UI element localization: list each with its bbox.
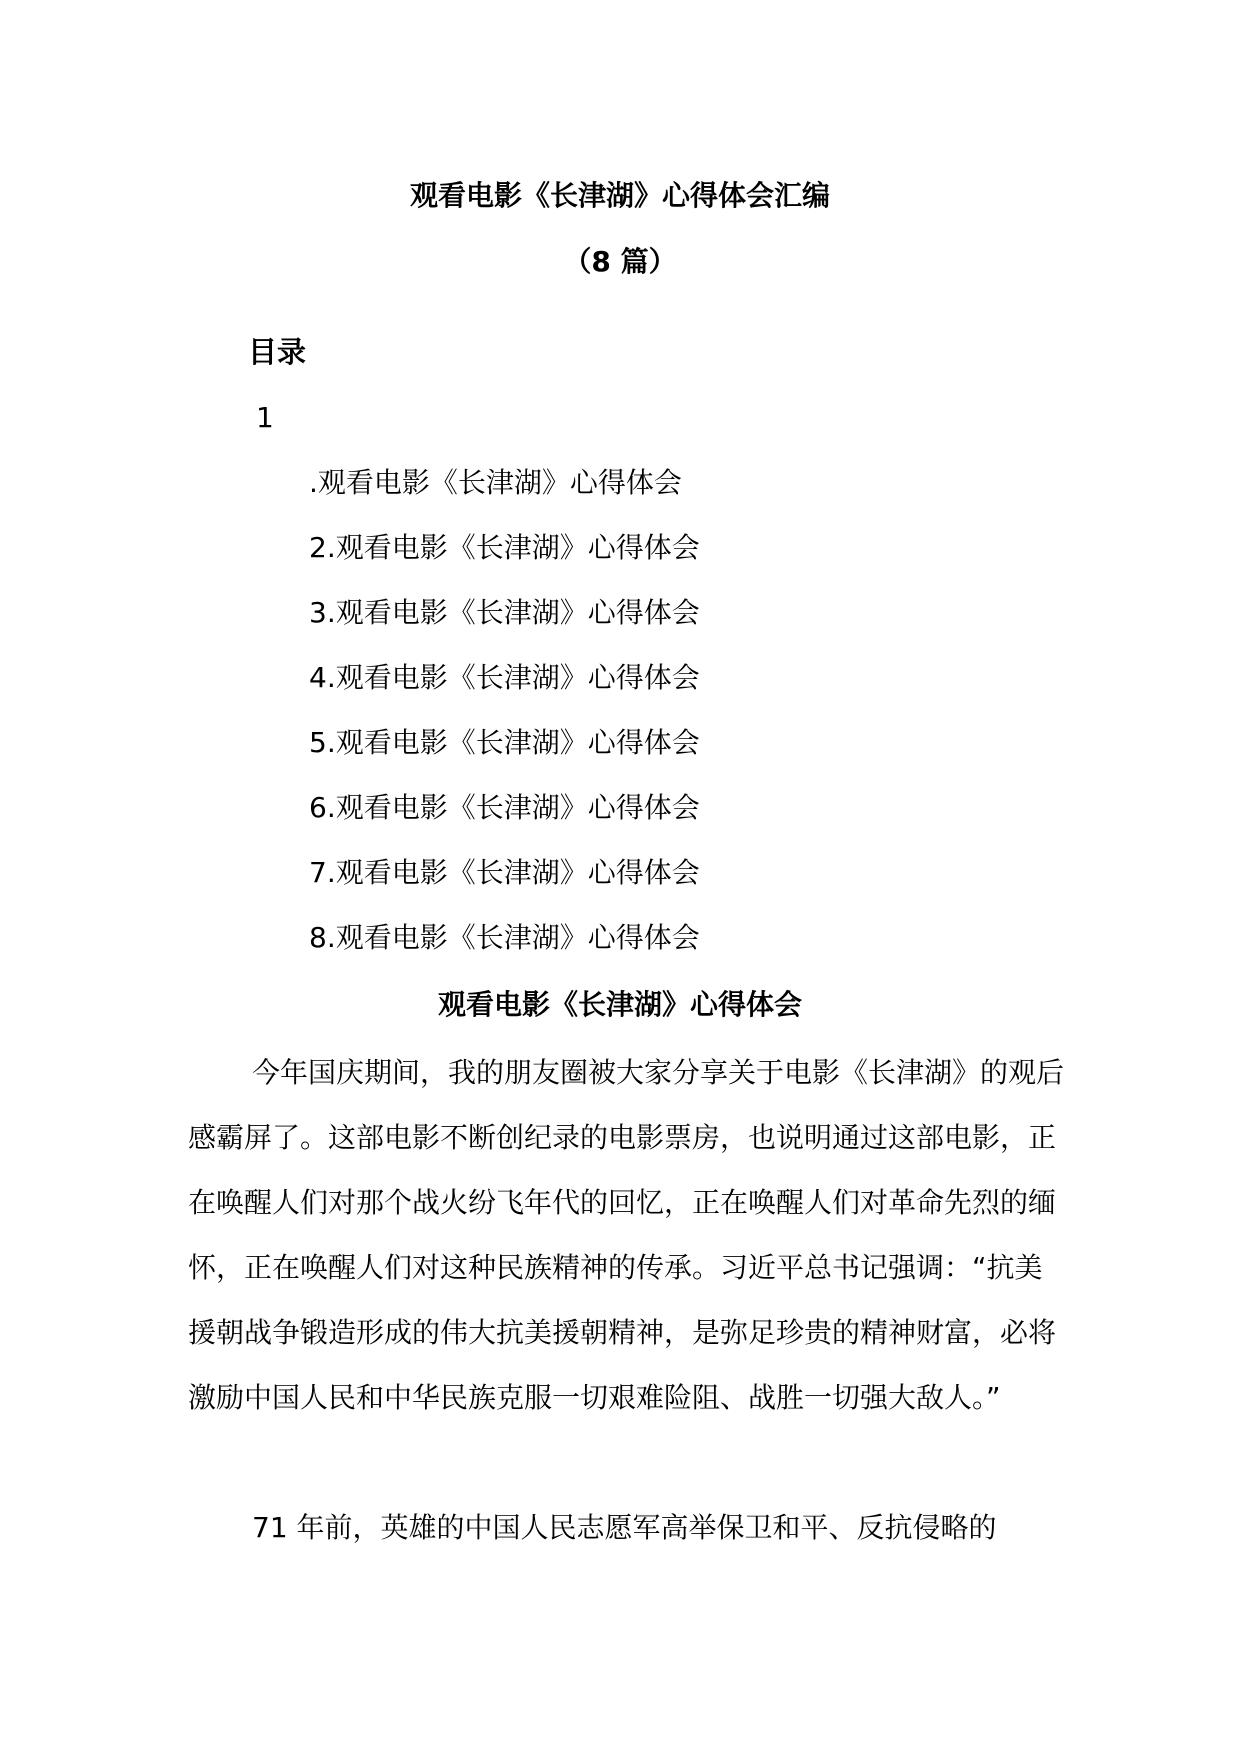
toc-item: 3.观看电影《长津湖》心得体会 [309,596,700,629]
toc-heading: 目录 [248,335,307,369]
toc-number-line: 1 [256,401,274,434]
toc-item: 5.观看电影《长津湖》心得体会 [309,726,700,759]
document-title: 观看电影《长津湖》心得体会汇编 [409,179,830,212]
toc-item: 6.观看电影《长津湖》心得体会 [309,791,700,824]
section-title: 观看电影《长津湖》心得体会 [437,988,802,1021]
document-subtitle: （8 篇） [563,245,677,278]
toc-item: .观看电影《长津湖》心得体会 [309,466,682,499]
toc-item: 8.观看电影《长津湖》心得体会 [309,921,700,954]
toc-item: 2.观看电影《长津湖》心得体会 [309,531,700,564]
body-paragraph: 今年国庆期间，我的朋友圈被大家分享关于电影《长津湖》的观后感霸屏了。这部电影不断创纪录的电影票房，也说明通过这部电影，正在唤醒人们对那个战火纷飞年代的回忆，正在唤醒人们对革命先烈的缅怀，正在唤醒人们对这种民族精神的传承。习近平总书记强调：“抗美援朝战争锻造形成的伟大抗美援朝精神，是弥足珍贵的精神财富，必将激励中国人民和中华民族克服一切艰难险阻、战胜一切强大敌人。” [188,1056,1065,1414]
body-paragraph: 71 年前，英雄的中国人民志愿军高举保卫和平、反抗侵略的 [252,1511,997,1544]
toc-item: 7.观看电影《长津湖》心得体会 [309,856,700,889]
toc-item: 4.观看电影《长津湖》心得体会 [309,661,700,694]
toc-list [309,465,700,985]
